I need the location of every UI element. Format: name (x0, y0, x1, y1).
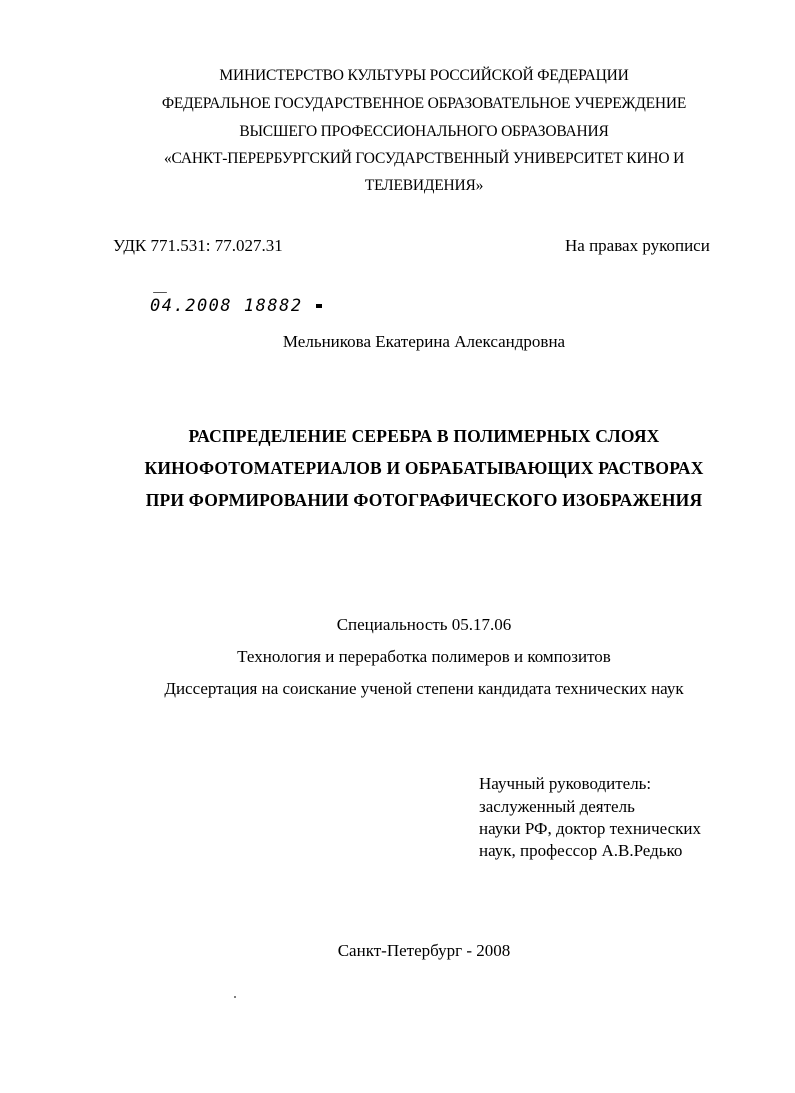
specialty-name: Технология и переработка полимеров и композитов (237, 647, 611, 666)
rights-notice: На правах рукописи (565, 236, 710, 255)
registration-stamp-text: 04.2008 18882 (150, 296, 303, 316)
specialty-code: Специальность 05.17.06 (336, 615, 512, 634)
supervisor-heading: Научный руководитель: (479, 774, 652, 793)
supervisor-title-1: заслуженный деятель (479, 797, 635, 816)
header-line-university-name: «САНКТ-ПЕРЕРБУРГСКИЙ ГОСУДАРСТВЕННЫЙ УНИВЕРСИТЕТ КИНО И (163, 150, 685, 167)
header-line-education-level: ВЫСШЕГО ПРОФЕССИОНАЛЬНОГО ОБРАЗОВАНИЯ (239, 123, 609, 140)
title-line-1: РАСПРЕДЕЛЕНИЕ СЕРЕБРА В ПОЛИМЕРНЫХ СЛОЯХ (188, 426, 660, 446)
supervisor-name: наук, профессор А.В.Редько (479, 841, 683, 860)
stamp-overline-mark (153, 292, 167, 293)
title-line-2: КИНОФОТОМАТЕРИАЛОВ И ОБРАБАТЫВАЮЩИХ РАСТВОРАХ (144, 458, 704, 478)
city-year: Санкт-Петербург - 2008 (337, 941, 511, 960)
supervisor-title-2: науки РФ, доктор технических (479, 819, 701, 838)
author-name: Мельникова Екатерина Александровна (282, 332, 566, 351)
registration-stamp-number (150, 296, 322, 316)
header-line-institution-type: ФЕДЕРАЛЬНОЕ ГОСУДАРСТВЕННОЕ ОБРАЗОВАТЕЛЬНОЕ УЧЕРЕЖДЕНИЕ (161, 95, 687, 112)
udk-code: УДК 771.531: 77.027.31 (113, 236, 283, 255)
header-line-university-name-end: ТЕЛЕВИДЕНИЯ» (364, 177, 484, 194)
scan-speck (234, 996, 236, 998)
degree-statement: Диссертация на соискание ученой степени кандидата технических наук (164, 679, 684, 698)
title-line-3: ПРИ ФОРМИРОВАНИИ ФОТОГРАФИЧЕСКОГО ИЗОБРАЖЕНИЯ (145, 490, 703, 510)
header-line-ministry: МИНИСТЕРСТВО КУЛЬТУРЫ РОССИЙСКОЙ ФЕДЕРАЦИИ (219, 67, 629, 84)
stamp-mark-icon (316, 304, 322, 308)
